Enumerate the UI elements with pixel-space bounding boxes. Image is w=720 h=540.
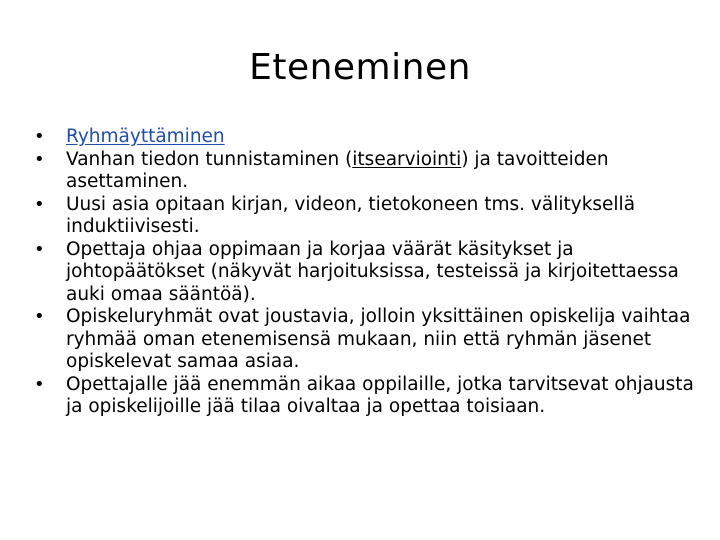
- list-item: [32, 126, 704, 149]
- list-item: [32, 149, 704, 194]
- list-item: [32, 194, 704, 239]
- bullet-text: ) ja tavoitteiden asettaminen.: [66, 148, 609, 192]
- list-item: [32, 239, 704, 307]
- slide-title: Eteneminen: [249, 47, 471, 88]
- bullet-text: Uusi asia opitaan kirjan, videon, tietokoneen tms. välityksellä induktiivisesti.: [66, 193, 636, 237]
- list-item: [32, 374, 704, 419]
- link-ryhmayttaminen[interactable]: Ryhmäyttäminen: [66, 126, 225, 147]
- bullet-text: Opettajalle jää enemmän aikaa oppilaille, jotka tarvitsevat ohjausta ja opiskelijoille jää tilaa oivaltaa ja opettaa toisiaan.: [66, 373, 694, 417]
- bullet-icon: •: [34, 306, 45, 327]
- bullet-icon: •: [34, 193, 45, 215]
- bullet-text: Opiskeluryhmät ovat joustavia, jolloin yksittäinen opiskelija vaihtaa ryhmää oman etenemisensä mukaan, niin että ryhmän jäsenet opiskelevat samaa asiaa.: [66, 306, 691, 372]
- bullet-icon: •: [34, 148, 45, 170]
- bullet-list: [32, 126, 704, 419]
- bullet-text: Vanhan tiedon tunnistaminen (: [66, 148, 353, 170]
- list-item: [32, 306, 704, 374]
- link-itsearviointi[interactable]: itsearviointi: [352, 148, 462, 170]
- bullet-icon: •: [34, 126, 45, 147]
- bullet-icon: •: [34, 373, 45, 395]
- bullet-text: Opettaja ohjaa oppimaan ja korjaa väärät käsitykset ja johtopäätökset (näkyvät harjoituksissa, testeissä ja kirjoitettaessa auki omaa sääntöä).: [66, 238, 679, 305]
- bullet-icon: •: [34, 238, 45, 260]
